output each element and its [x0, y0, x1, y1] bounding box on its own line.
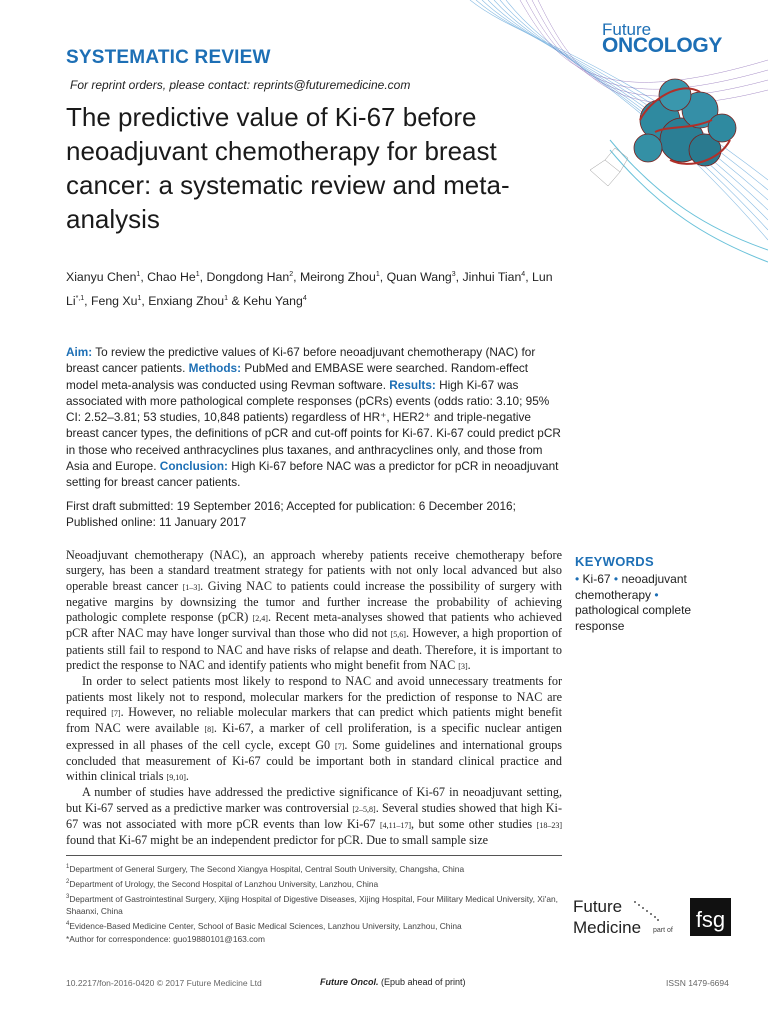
- journal-name-small: Future: [602, 20, 652, 39]
- body-paragraph: [66, 674, 562, 785]
- abstract-text: High Ki-67 before NAC was a predictor for pCR in neoadjuvant setting for breast cancer patients.: [66, 459, 559, 490]
- affiliation-number: 2: [66, 878, 70, 885]
- citation-ref: [4,11–17]: [379, 821, 412, 831]
- article-title: The predictive value of Ki-67 before neoadjuvant chemotherapy for breast cancer: a systematic review and meta-analysis: [66, 102, 510, 234]
- affiliation-line: [66, 891, 562, 919]
- keyword-item: [575, 572, 611, 586]
- citation-ref: [7]: [335, 741, 345, 751]
- author-name: Kehu Yang: [243, 294, 303, 309]
- affiliation-number: 3: [66, 893, 70, 900]
- author-affiliation-marker: 1: [195, 271, 200, 278]
- body-text-run: A number of studies have addressed the predictive significance of Ki-67 in neoadjuvant setting, but Ki-67 served as a predictive marker was controversial: [66, 785, 562, 815]
- citation-ref: [2,4]: [252, 614, 268, 624]
- body-text-run: . Several studies showed that high Ki-67 was not associated with more pCR events than low Ki-67: [66, 800, 563, 832]
- citation-ref: [1–3]: [182, 582, 201, 592]
- publisher-line2: Medicine: [573, 918, 642, 937]
- publisher-part-of: part of: [653, 927, 673, 934]
- citation-ref: [8]: [204, 725, 214, 735]
- body-text-run: found that Ki-67 might be an independent predictor for pCR. Due to small sample size: [66, 833, 489, 848]
- body-text-run: In order to select patients most likely to respond to NAC and avoid unnecessary treatments for patients most likely not to respond, molecular markers for the prediction of response to NAC are required: [66, 674, 562, 719]
- author-name: Chao He: [147, 270, 196, 285]
- body-text-run: .: [185, 769, 189, 784]
- author-affiliation-marker: 1: [137, 295, 142, 303]
- body-text-run: . Recent meta-analyses showed that patients who achieved pCR after NAC may have longer survival than those who did not: [66, 610, 562, 641]
- author-affiliation-marker: *,1: [75, 295, 85, 303]
- author-affiliation-marker: 1: [375, 271, 380, 278]
- affiliation-text: Department of Gastrointestinal Surgery, Xijing Hospital of Digestive Diseases, Xijing Hospital, Four Military Medical University, Xi'an, Shaanxi, China: [66, 893, 558, 917]
- journal-name: ONCOLOGY: [602, 34, 723, 57]
- affiliation-line: [66, 876, 562, 891]
- section-label: SYSTEMATIC REVIEW: [66, 47, 271, 68]
- keyword-bullet: •: [613, 572, 622, 586]
- citation-ref: [5,6]: [390, 630, 406, 640]
- abstract-text: PubMed and EMBASE were searched. Random-effect model meta-analysis was conducted using Revman software.: [66, 361, 529, 392]
- footer-issn: ISSN 1479-6694: [666, 978, 729, 988]
- abstract: [66, 344, 562, 491]
- citation-ref: [18–23]: [536, 821, 562, 831]
- citation-ref: [3]: [458, 662, 468, 672]
- body-text: [66, 548, 562, 849]
- affiliation-line: [66, 933, 562, 946]
- keyword-bullet: •: [654, 587, 659, 602]
- affiliation-text: Department of General Surgery, The Second Xiangya Hospital, Central South University, Changsha, China: [69, 863, 465, 874]
- publication-dates: First draft submitted: 19 September 2016; Accepted for publication: 6 December 2016; Published online: 11 January 2017: [66, 499, 516, 530]
- footer-journal-name: Future Oncol.: [320, 977, 379, 987]
- footnote-divider: [66, 855, 562, 856]
- author-affiliation-marker: 2: [289, 271, 294, 278]
- body-text-run: Neoadjuvant chemotherapy (NAC), an approach whereby patients receive chemotherapy before surgery, has been a standard treatment strategy for patients with not only local advanced but also operable breast cancer: [66, 548, 562, 593]
- keyword-text: neoadjuvant chemotherapy: [575, 572, 687, 602]
- future-medicine-logo: [573, 896, 733, 938]
- author-affiliation-marker: 4: [521, 271, 526, 278]
- citation-ref: [2–5,8]: [352, 804, 376, 814]
- author-name: Meirong Zhou: [299, 270, 376, 285]
- author-name: Lun Li: [66, 270, 553, 309]
- abstract-label: Results:: [389, 377, 436, 392]
- abstract-text: To review the predictive values of Ki-67 before neoadjuvant chemotherapy (NAC) for breast cancer patients.: [66, 345, 536, 376]
- author-name: Xianyu Chen: [66, 270, 137, 285]
- affiliation-text: Evidence-Based Medicine Center, School of Basic Medical Sciences, Lanzhou University, Lanzhou, China: [69, 921, 462, 932]
- affiliation-number: 1: [66, 864, 70, 870]
- body-paragraph: [66, 785, 562, 848]
- citation-ref: [7]: [111, 708, 121, 718]
- affiliation-line: [66, 918, 562, 933]
- author-name: Quan Wang: [386, 270, 452, 285]
- affiliation-line: [66, 861, 562, 876]
- affiliation-text: *Author for correspondence: guo19880101@163.com: [66, 934, 265, 945]
- body-text-run: . Some guidelines and international groups concluded that measurement of Ki-67 could be important both in standard clinical practice and within clinical trials: [66, 737, 562, 784]
- author-affiliation-marker: 1: [136, 271, 141, 278]
- keyword-text: pathological complete response: [575, 603, 692, 633]
- keyword-bullet: •: [575, 572, 583, 586]
- body-text-run: . Giving NAC to patients could increase the possibility of surgery with negative margins by downsizing the tumor and further increase the probability of achieving pathologic complete response (pCR): [66, 578, 562, 625]
- body-paragraph: [66, 548, 562, 674]
- keywords-heading: KEYWORDS: [575, 554, 654, 569]
- body-text-run: .: [467, 658, 471, 673]
- affiliations: [66, 861, 562, 946]
- footer-journal-status: (Epub ahead of print): [378, 977, 466, 987]
- author-name: Jinhui Tian: [462, 270, 522, 285]
- body-text-run: , but some other studies: [411, 817, 537, 832]
- author-name: Feng Xu: [90, 294, 138, 309]
- affiliation-text: Department of Urology, the Second Hospital of Lanzhou University, Lanzhou, China: [69, 878, 379, 889]
- author-affiliation-marker: 3: [451, 271, 456, 278]
- abstract-label: Conclusion:: [159, 459, 228, 474]
- author-name: Dongdong Han: [206, 270, 290, 285]
- footer-doi: 10.2217/fon-2016-0420 © 2017 Future Medicine Ltd: [66, 978, 262, 988]
- author-affiliation-marker: 1: [224, 295, 229, 303]
- citation-ref: [9,10]: [166, 773, 186, 783]
- reprint-note: For reprint orders, please contact: reprints@futuremedicine.com: [70, 78, 411, 92]
- fsg-logo-text: fsg: [695, 907, 726, 932]
- footer-journal: [320, 977, 466, 987]
- affiliation-number: 4: [66, 921, 70, 928]
- abstract-text: High Ki-67 was associated with more pathological complete responses (pCRs) events (odds ratio: 3.10; 95% CI: 2.52–3.81; 53 studies, 10,848 patients) regardless of HR⁺, HER2⁺ and triple-negative breast cancer types, the definitions of pCR and cut-off points for Ki-67. Ki-67 could predict pCR in those who received anthracyclines plus taxanes, and anthracyclines only, and those from Asia and Europe.: [66, 377, 561, 474]
- body-text-run: . Ki-67, a marker of cell proliferation, is a specific nuclear antigen expressed in all phases of the cell cycle, except G0: [66, 721, 562, 752]
- author-list: Xianyu Chen$^1$, Chao He$^1$, Dongdong Han$^2$, Meirong Zhou$^1$, Quan Wang$^3$, Jinhui Tian$^4$, Lun $Li^{*,1}$, Feng Xu$^1$, Enxiang Zhou$^1$ & Kehu Yang$^4$: [66, 270, 553, 309]
- author-name: Enxiang Zhou: [148, 294, 225, 309]
- keywords-list: [575, 572, 725, 634]
- abstract-label: Aim:: [66, 345, 93, 359]
- author-affiliation-marker: 4: [302, 295, 307, 303]
- keyword-text: Ki-67: [582, 572, 611, 586]
- abstract-label: Methods:: [188, 361, 242, 376]
- body-text-run: . However, no reliable molecular markers that can predict which patients might benefit from NAC were available: [66, 704, 562, 736]
- body-text-run: . However, a high proportion of patients still fail to respond to NAC and have risks of relapse and death. Therefore, it is important to predict the response to NAC and identify patients who might benefit from NAC: [66, 626, 562, 673]
- publisher-line1: Future: [573, 897, 623, 916]
